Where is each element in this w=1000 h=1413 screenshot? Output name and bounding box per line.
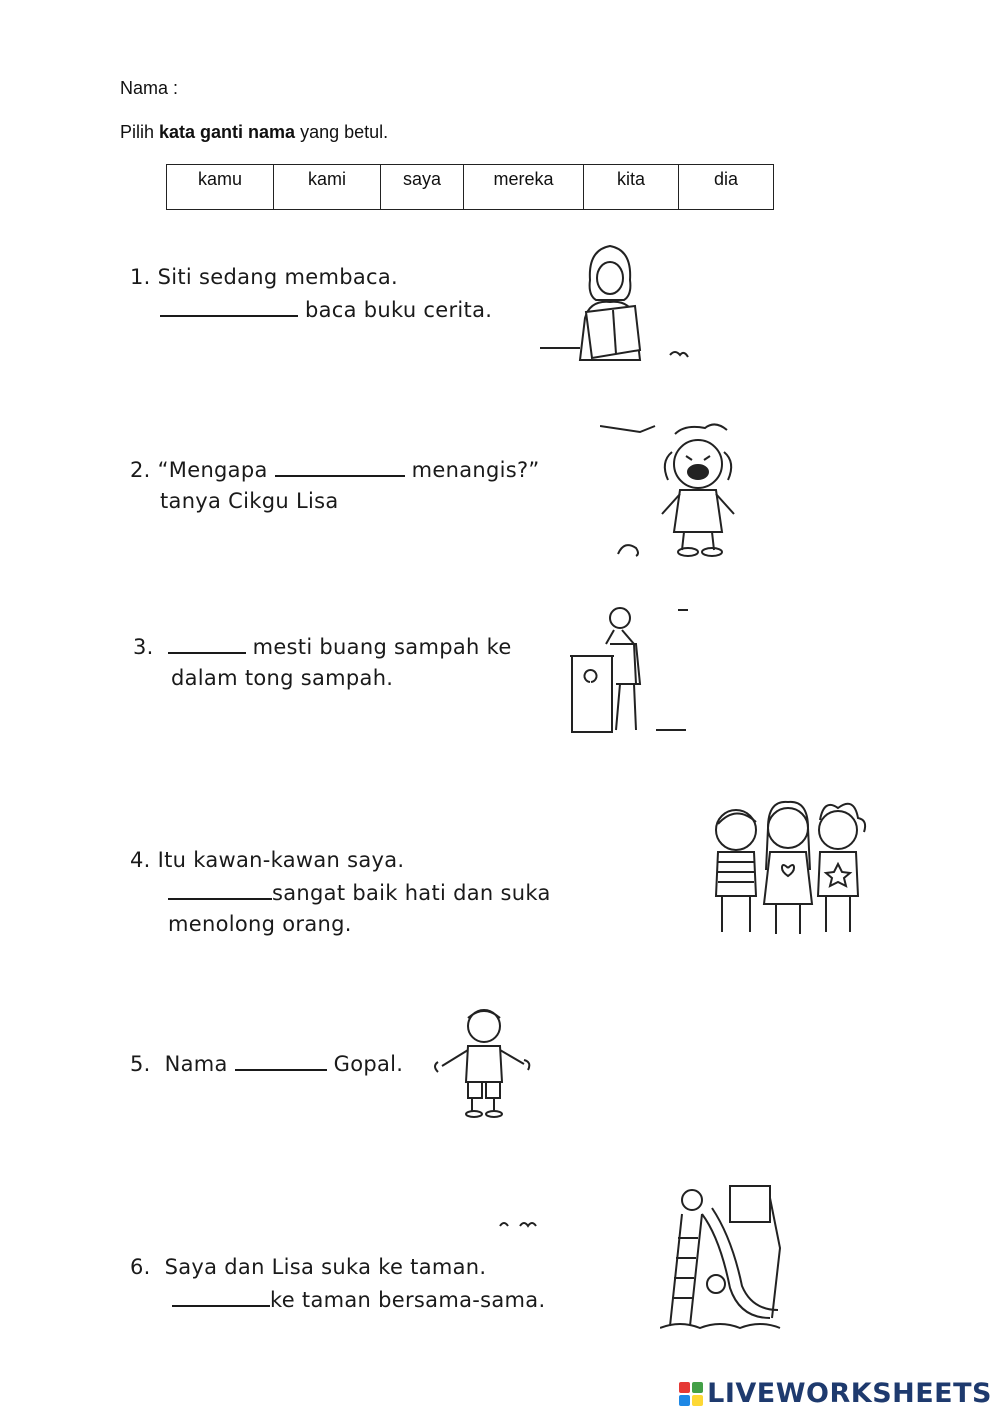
- question-text: sangat baik hati dan suka: [272, 881, 551, 905]
- question-text: Itu kawan-kawan saya.: [157, 848, 405, 872]
- question-6: [130, 1252, 545, 1316]
- decorative-mark: [496, 1218, 540, 1230]
- word-bank-cell: kita: [584, 165, 679, 210]
- instruction: [120, 122, 388, 143]
- liveworksheets-logo-icon: [679, 1382, 703, 1406]
- word-bank-cell: kami: [274, 165, 381, 210]
- question-text: dalam tong sampah.: [171, 666, 394, 690]
- question-number: 2.: [130, 458, 151, 482]
- answer-blank[interactable]: [235, 1047, 327, 1071]
- question-text: ke taman bersama-sama.: [270, 1288, 546, 1312]
- question-text: menolong orang.: [168, 912, 352, 936]
- question-number: 1.: [130, 265, 151, 289]
- logo-cell: [692, 1382, 703, 1393]
- logo-cell: [692, 1395, 703, 1406]
- question-3: [133, 630, 512, 694]
- question-text: Nama: [164, 1052, 235, 1076]
- crying-girl-icon: [600, 422, 760, 560]
- question-1: [130, 262, 492, 326]
- question-number: 6.: [130, 1255, 151, 1279]
- name-label: Nama :: [120, 78, 179, 98]
- word-bank-cell: mereka: [464, 165, 584, 210]
- girl-reading-icon: [540, 240, 690, 375]
- word-bank-cell: dia: [679, 165, 774, 210]
- question-text: Siti sedang membaca.: [157, 265, 399, 289]
- question-4: [130, 845, 551, 940]
- answer-blank[interactable]: [168, 876, 272, 900]
- question-text: baca buku cerita.: [298, 298, 493, 322]
- question-number: 4.: [130, 848, 151, 872]
- word-bank-cell: kamu: [167, 165, 274, 210]
- instruction-bold: kata ganti nama: [159, 122, 296, 142]
- answer-blank[interactable]: [168, 630, 246, 654]
- answer-blank[interactable]: [172, 1283, 270, 1307]
- instruction-suffix: yang betul.: [295, 122, 389, 142]
- liveworksheets-brand: [679, 1378, 992, 1409]
- three-children-icon: [706, 800, 876, 940]
- answer-blank[interactable]: [160, 293, 298, 317]
- question-text: tanya Cikgu Lisa: [160, 489, 339, 513]
- word-bank-table: [166, 164, 774, 210]
- answer-blank[interactable]: [275, 453, 405, 477]
- question-text: “Mengapa: [157, 458, 275, 482]
- logo-cell: [679, 1395, 690, 1406]
- question-2: [130, 453, 540, 517]
- question-5: [130, 1047, 403, 1080]
- instruction-prefix: Pilih: [120, 122, 160, 142]
- question-text: menangis?”: [404, 458, 540, 482]
- logo-cell: [679, 1382, 690, 1393]
- question-number: 3.: [133, 635, 154, 659]
- boy-recycling-icon: [570, 604, 690, 736]
- question-number: 5.: [130, 1052, 151, 1076]
- boy-waving-icon: [432, 1002, 532, 1122]
- question-text: Gopal.: [326, 1052, 404, 1076]
- brand-text: LIVEWORKSHEETS: [707, 1378, 992, 1409]
- question-text: mesti buang sampah ke: [245, 635, 512, 659]
- question-text: Saya dan Lisa suka ke taman.: [164, 1255, 487, 1279]
- playground-slide-icon: [660, 1178, 792, 1334]
- word-bank-cell: saya: [381, 165, 464, 210]
